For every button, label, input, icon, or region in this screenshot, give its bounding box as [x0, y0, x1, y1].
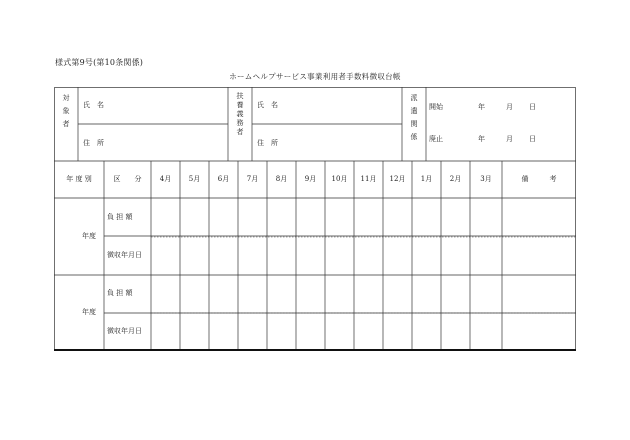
- month-header-dec: 12月: [389, 175, 406, 183]
- month-header-aug: 8月: [275, 175, 288, 183]
- dispatch-end-day: 日: [529, 135, 536, 143]
- form-title: ホームヘルプサービス事業利用者手数料徴収台帳: [229, 72, 401, 81]
- ledger-form: [54, 87, 576, 351]
- guardian-address-label: 住 所: [257, 139, 278, 147]
- guardian-label: 扶養義務者: [236, 92, 244, 137]
- burden-amount-label-2: 負 担 額: [107, 289, 133, 297]
- recipient-label: 対象者: [62, 94, 70, 133]
- month-header-mar: 3月: [480, 175, 492, 183]
- recipient-address-label: 住 所: [83, 139, 104, 147]
- month-header-jun: 6月: [217, 175, 230, 183]
- form-number: 様式第9号(第10条関係): [55, 58, 144, 67]
- month-header-sep: 9月: [304, 175, 317, 183]
- dispatch-end-label: 廃止: [429, 135, 443, 143]
- year-column-header: 年 度 別: [66, 175, 92, 183]
- remarks-column-header: 備 考: [521, 175, 557, 183]
- month-header-apr: 4月: [159, 175, 172, 183]
- dispatch-end-year: 年: [478, 135, 485, 143]
- dispatch-start-month: 月: [506, 103, 513, 111]
- collection-date-label-2: 徴収年月日: [107, 327, 142, 335]
- burden-amount-label-1: 負 担 額: [107, 213, 133, 221]
- collection-date-label-1: 徴収年月日: [107, 251, 142, 259]
- month-header-jan: 1月: [420, 175, 433, 183]
- category-column-header: 区 分: [113, 175, 142, 183]
- month-header-feb: 2月: [449, 175, 462, 183]
- month-header-nov: 11月: [360, 175, 377, 183]
- dispatch-start-day: 日: [529, 103, 536, 111]
- month-header-oct: 10月: [331, 175, 348, 183]
- recipient-name-label: 氏 名: [83, 101, 104, 109]
- guardian-name-label: 氏 名: [257, 101, 278, 109]
- dispatch-start-year: 年: [478, 103, 485, 111]
- dispatch-start-label: 開始: [429, 103, 443, 111]
- fiscal-year-label-2: 年度: [82, 308, 96, 316]
- month-header-jul: 7月: [246, 175, 259, 183]
- dispatch-end-month: 月: [506, 135, 513, 143]
- month-header-may: 5月: [188, 175, 201, 183]
- dispatch-label: 派遣関係: [410, 94, 418, 146]
- fiscal-year-label-1: 年度: [82, 232, 96, 240]
